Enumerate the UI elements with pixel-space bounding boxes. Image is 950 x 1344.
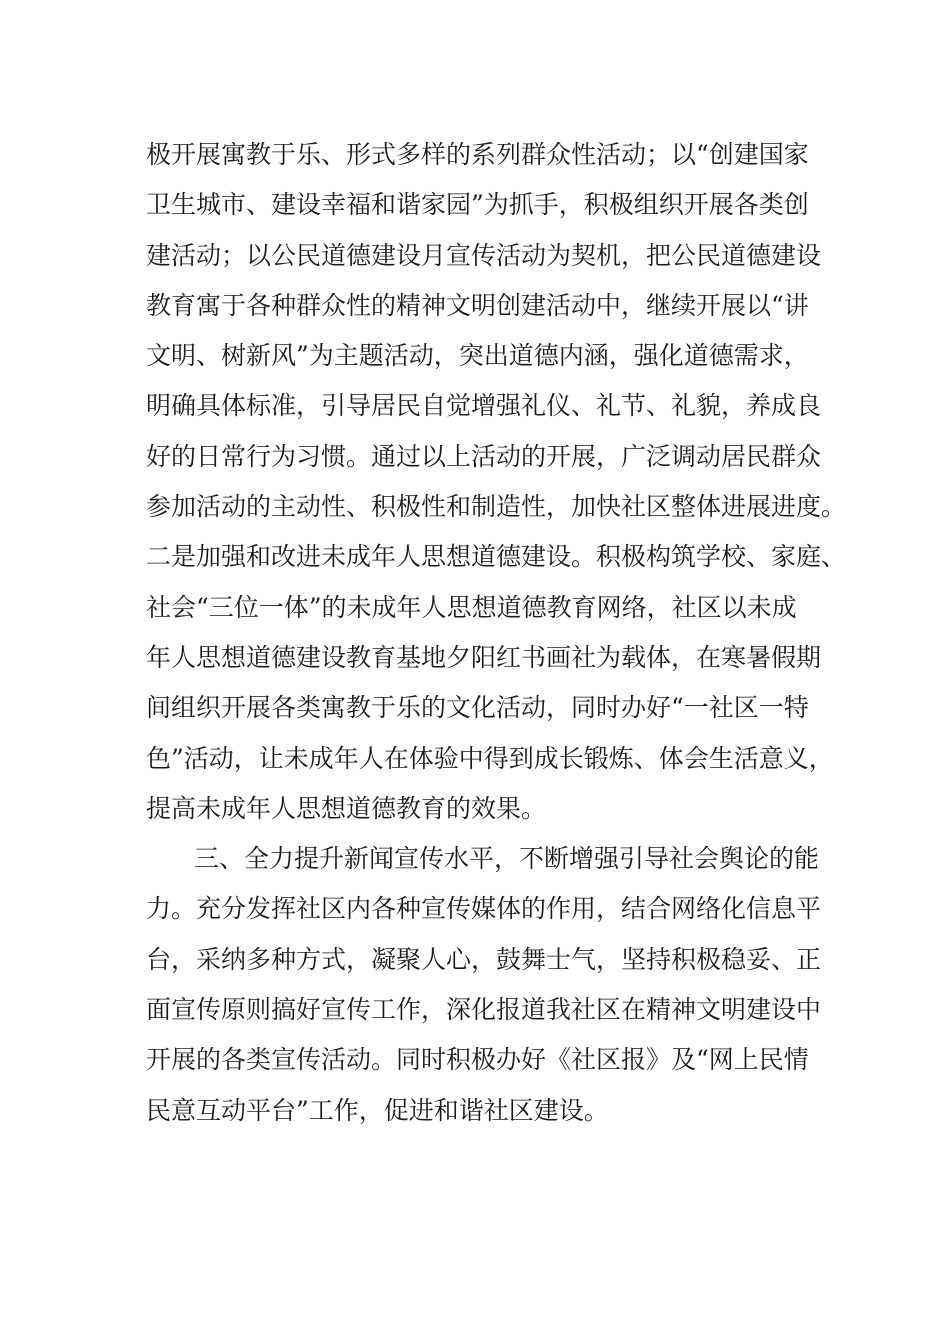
text-line: 参加活动的主动性、积极性和制造性，加快社区整体进展进度。 — [146, 492, 847, 522]
text-line: 文明、树新风”为主题活动，突出道德内涵，强化道德需求， — [146, 341, 809, 371]
text-line: 明确具体标准，引导居民自觉增强礼仪、礼节、礼貌，养成良 — [146, 391, 822, 421]
text-line: 好的日常行为习惯。通过以上活动的开展，广泛调动居民群众 — [146, 441, 822, 471]
text-line: 年人思想道德建设教育基地夕阳红书画社为载体，在寒暑假期 — [146, 642, 822, 672]
text-line: 间组织开展各类寓教于乐的文化活动，同时办好“一社区一特 — [146, 693, 809, 723]
text-line: 建活动；以公民道德建设月宣传活动为契机，把公民道德建设 — [146, 240, 822, 270]
text-line: 色”活动，让未成年人在体验中得到成长锻炼、体会生活意义， — [146, 743, 834, 773]
text-line: 卫生城市、建设幸福和谐家园”为抓手，积极组织开展各类创 — [146, 190, 809, 220]
text-line: 社会“三位一体”的未成年人思想道德教育网络，社区以未成 — [146, 592, 797, 622]
text-line: 民意互动平台”工作，促进和谐社区建设。 — [146, 1095, 609, 1125]
text-line: 面宣传原则搞好宣传工作，深化报道我社区在精神文明建设中 — [146, 995, 822, 1025]
document-body — [146, 130, 847, 1136]
text-line: 三、全力提升新闻宣传水平，不断增强引导社会舆论的能 — [194, 844, 820, 874]
text-line: 开展的各类宣传活动。同时积极办好《社区报》及“网上民情 — [146, 1045, 809, 1075]
text-line: 极开展寓教于乐、形式多样的系列群众性活动；以“创建国家 — [146, 140, 809, 169]
text-line: 二是加强和改进未成年人思想道德建设。积极构筑学校、家庭、 — [146, 542, 847, 572]
text-line: 教育寓于各种群众性的精神文明创建活动中，继续开展以“讲 — [146, 290, 809, 320]
text-line: 台，采纳多种方式，凝聚人心，鼓舞士气，坚持积极稳妥、正 — [146, 944, 822, 974]
text-line: 力。充分发挥社区内各种宣传媒体的作用，结合网络化信息平 — [146, 894, 822, 924]
text-line: 提高未成年人思想道德教育的效果。 — [146, 793, 547, 823]
